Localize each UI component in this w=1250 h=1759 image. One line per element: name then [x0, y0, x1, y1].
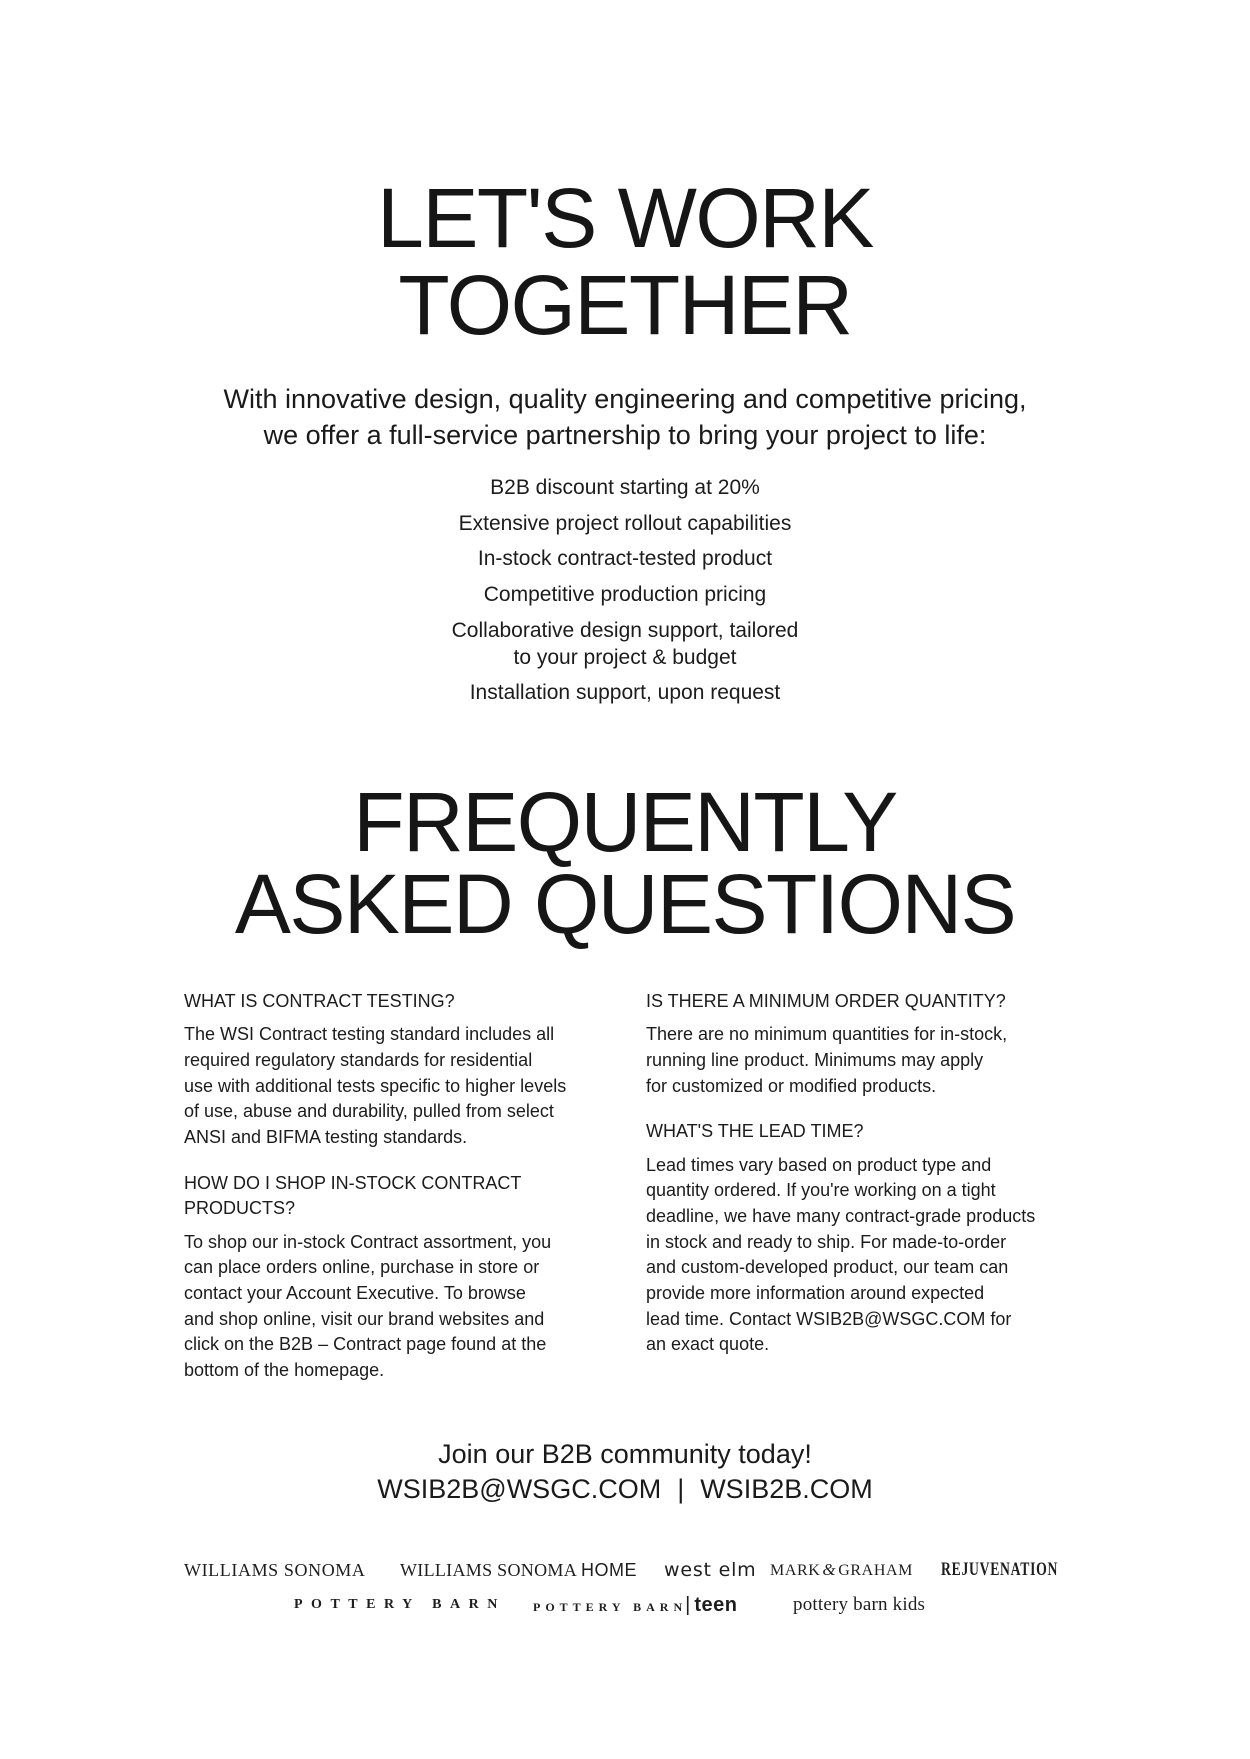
- cta-separator: |: [677, 1474, 685, 1504]
- benefit-item-rollout: Extensive project rollout capabilities: [458, 511, 792, 535]
- benefit-item-installation: Installation support, upon request: [469, 681, 781, 705]
- mark-and-graham-right: GRAHAM: [838, 1562, 913, 1579]
- faq-title: [0, 775, 1250, 951]
- mark-and-graham-logo: [770, 1555, 913, 1586]
- williams-sonoma-home-main: WILLIAMS SONOMA: [400, 1560, 577, 1580]
- west-elm-logo: west elm: [664, 1559, 757, 1581]
- faq-question: IS THERE A MINIMUM ORDER QUANTITY?: [646, 991, 1006, 1011]
- cta-contacts: [0, 1472, 1250, 1507]
- faq-answer: The WSI Contract testing standard includes all required regulatory standards for residential use with additional tests specific to higher levels of use, abuse and durability, pulled from select ANSI and BIFMA testing standards.: [184, 1024, 567, 1148]
- williams-sonoma-home-logo: [400, 1555, 637, 1585]
- brand-logos-row-1: [0, 1555, 1250, 1585]
- cta-email-link[interactable]: WSIB2B@WSGC.COM: [377, 1474, 662, 1504]
- pottery-barn-teen-main: POTTERY BARN: [533, 1600, 688, 1614]
- pottery-barn-teen-sub: teen: [694, 1594, 738, 1616]
- benefit-item-design-support: Collaborative design support, tailored to your project & budget: [451, 618, 799, 669]
- rejuvenation-logo: REJUVENATION: [941, 1559, 1059, 1580]
- pottery-barn-kids-logo: pottery barn kids: [793, 1594, 926, 1615]
- hero-title-line-1: LET'S WORK: [377, 171, 873, 265]
- hero-title: [0, 171, 1250, 352]
- pottery-barn-teen-separator: |: [685, 1594, 691, 1616]
- cta-headline: Join our B2B community today!: [438, 1439, 812, 1469]
- intro-paragraph: With innovative design, quality engineering and competitive pricing, we offer a full-service partnership to bring your project to life:: [223, 384, 1027, 450]
- faq-title-line-1: FREQUENTLY: [353, 775, 897, 869]
- williams-sonoma-home-sub: HOME: [581, 1560, 637, 1580]
- faq-column-left: [184, 989, 639, 1404]
- faq-question: WHAT IS CONTRACT TESTING?: [184, 991, 455, 1011]
- faq-answer: There are no minimum quantities for in-stock, running line product. Minimums may apply for customized or modified products.: [646, 1024, 1008, 1096]
- brand-logos-row-2: [0, 1590, 1250, 1620]
- mark-and-graham-left: MARK: [770, 1562, 821, 1579]
- hero-title-line-2: TOGETHER: [398, 258, 852, 352]
- benefit-item-pricing: Competitive production pricing: [483, 583, 767, 607]
- pottery-barn-logo: POTTERY BARN: [294, 1597, 506, 1612]
- faq-column-right: [646, 989, 1101, 1378]
- faq-title-line-2: ASKED QUESTIONS: [234, 857, 1016, 951]
- pottery-barn-teen-logo: [533, 1590, 737, 1622]
- cta-block: [0, 1437, 1250, 1507]
- cta-website-link[interactable]: WSIB2B.COM: [700, 1474, 873, 1504]
- williams-sonoma-logo: WILLIAMS SONOMA: [184, 1560, 366, 1580]
- faq-answer: To shop our in-stock Contract assortment, you can place orders online, purchase in store or contact your Account Executive. To browse and shop online, visit our brand websites and click on the B2B – Contract page found at the bottom of the homepage.: [184, 1231, 552, 1381]
- faq-question: HOW DO I SHOP IN-STOCK CONTRACT PRODUCTS?: [184, 1172, 522, 1219]
- benefits-list: [0, 474, 1250, 715]
- benefit-item-discount: B2B discount starting at 20%: [490, 476, 760, 499]
- faq-question: WHAT'S THE LEAD TIME?: [646, 1121, 864, 1142]
- mark-and-graham-ampersand: &: [822, 1560, 837, 1579]
- benefit-item-in-stock: In-stock contract-tested product: [477, 547, 773, 571]
- faq-answer: Lead times vary based on product type and quantity ordered. If you're working on a tight deadline, we have many contract-grade products in stock and ready to ship. For made-to-order and custom-developed product, our team can provide more information around expected lead time. Contact WSIB2B@WSGC.COM for an exact quote.: [646, 1154, 1036, 1355]
